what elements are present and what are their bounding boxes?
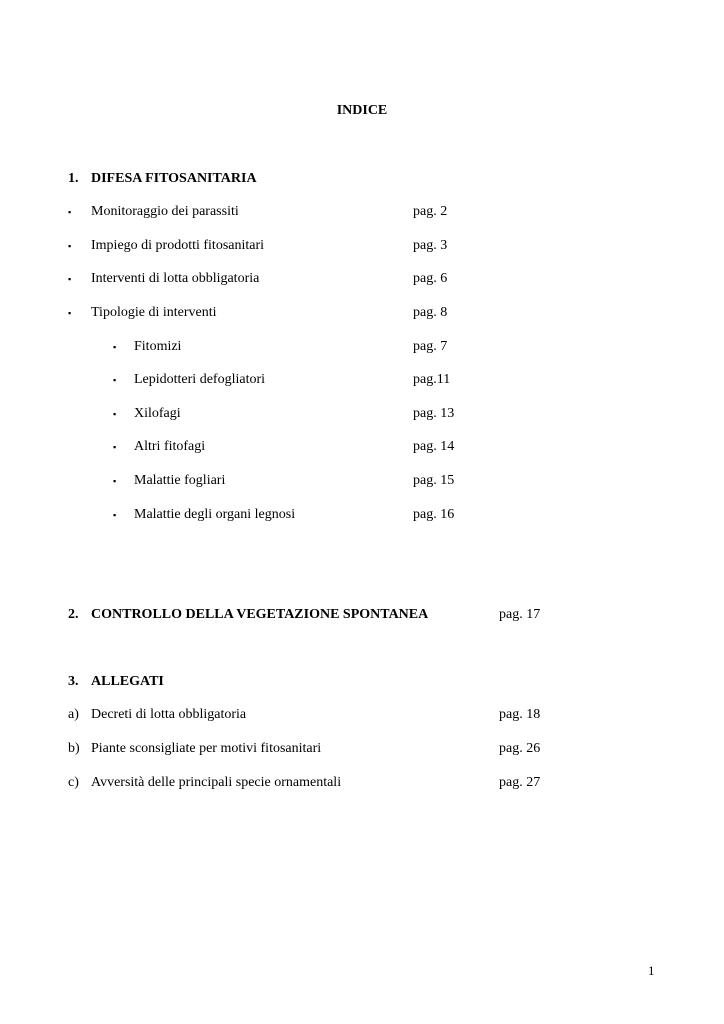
toc-subitem bbox=[0, 405, 724, 423]
toc-subitem bbox=[0, 371, 724, 389]
page-number: 1 bbox=[648, 963, 655, 978]
toc-subitem-page: pag. 13 bbox=[413, 406, 455, 421]
section-2-heading-row bbox=[0, 606, 724, 624]
toc-subitem-page: pag. 7 bbox=[413, 339, 448, 354]
appendix-text: Piante sconsigliate per motivi fitosanitari bbox=[91, 741, 322, 756]
bullet-icon: ▪ bbox=[68, 207, 72, 217]
toc-appendix-item bbox=[0, 706, 724, 724]
toc-item-page: pag. 3 bbox=[413, 238, 448, 253]
appendix-label: a) bbox=[68, 707, 79, 722]
toc-item-page: pag. 2 bbox=[413, 204, 448, 219]
appendix-page: pag. 27 bbox=[499, 775, 541, 790]
section-3-number: 3. bbox=[68, 674, 79, 689]
appendix-page: pag. 18 bbox=[499, 707, 541, 722]
appendix-label: b) bbox=[68, 741, 80, 756]
toc-item-text: Monitoraggio dei parassiti bbox=[91, 204, 239, 219]
appendix-label: c) bbox=[68, 775, 79, 790]
toc-subitem-page: pag.11 bbox=[413, 372, 451, 387]
toc-subitem bbox=[0, 472, 724, 490]
section-1-heading: DIFESA FITOSANITARIA bbox=[91, 171, 257, 186]
bullet-icon: ▪ bbox=[113, 375, 117, 385]
bullet-icon: ▪ bbox=[68, 241, 72, 251]
toc-subitem-text: Xilofagi bbox=[134, 406, 181, 421]
toc-subitem bbox=[0, 338, 724, 356]
section-3-heading-row bbox=[0, 673, 724, 691]
toc-subitem-page: pag. 15 bbox=[413, 473, 455, 488]
toc-item bbox=[0, 237, 724, 255]
toc-subitem-text: Malattie fogliari bbox=[134, 473, 226, 488]
toc-appendix-item bbox=[0, 740, 724, 758]
toc-item-text: Tipologie di interventi bbox=[91, 305, 217, 320]
section-1-heading-row bbox=[0, 170, 724, 188]
bullet-icon: ▪ bbox=[113, 342, 117, 352]
toc-subitem-page: pag. 16 bbox=[413, 507, 455, 522]
toc-subitem-text: Fitomizi bbox=[134, 339, 182, 354]
toc-item bbox=[0, 270, 724, 288]
section-2-number: 2. bbox=[68, 607, 79, 622]
toc-subitem bbox=[0, 506, 724, 524]
toc-appendix-item bbox=[0, 774, 724, 792]
toc-item-page: pag. 6 bbox=[413, 271, 448, 286]
toc-subitem-text: Malattie degli organi legnosi bbox=[134, 507, 296, 522]
toc-subitem-page: pag. 14 bbox=[413, 439, 455, 454]
appendix-text: Decreti di lotta obbligatoria bbox=[91, 707, 247, 722]
appendix-text: Avversità delle principali specie ornamentali bbox=[91, 775, 342, 790]
page-title: INDICE bbox=[336, 103, 388, 118]
toc-subitem-text: Lepidotteri defogliatori bbox=[134, 372, 266, 387]
bullet-icon: ▪ bbox=[68, 274, 72, 284]
toc-item-page: pag. 8 bbox=[413, 305, 448, 320]
bullet-icon: ▪ bbox=[113, 476, 117, 486]
section-2-page: pag. 17 bbox=[499, 607, 541, 622]
bullet-icon: ▪ bbox=[113, 442, 117, 452]
toc-item bbox=[0, 304, 724, 322]
toc-item-text: Impiego di prodotti fitosanitari bbox=[91, 238, 265, 253]
toc-subitem-text: Altri fitofagi bbox=[134, 439, 206, 454]
section-1-number: 1. bbox=[68, 171, 79, 186]
appendix-page: pag. 26 bbox=[499, 741, 541, 756]
section-3-heading: ALLEGATI bbox=[91, 674, 164, 689]
section-2-heading: CONTROLLO DELLA VEGETAZIONE SPONTANEA bbox=[91, 607, 429, 622]
bullet-icon: ▪ bbox=[113, 510, 117, 520]
toc-subitem bbox=[0, 438, 724, 456]
toc-item bbox=[0, 203, 724, 221]
bullet-icon: ▪ bbox=[113, 409, 117, 419]
toc-item-text: Interventi di lotta obbligatoria bbox=[91, 271, 260, 286]
bullet-icon: ▪ bbox=[68, 308, 72, 318]
